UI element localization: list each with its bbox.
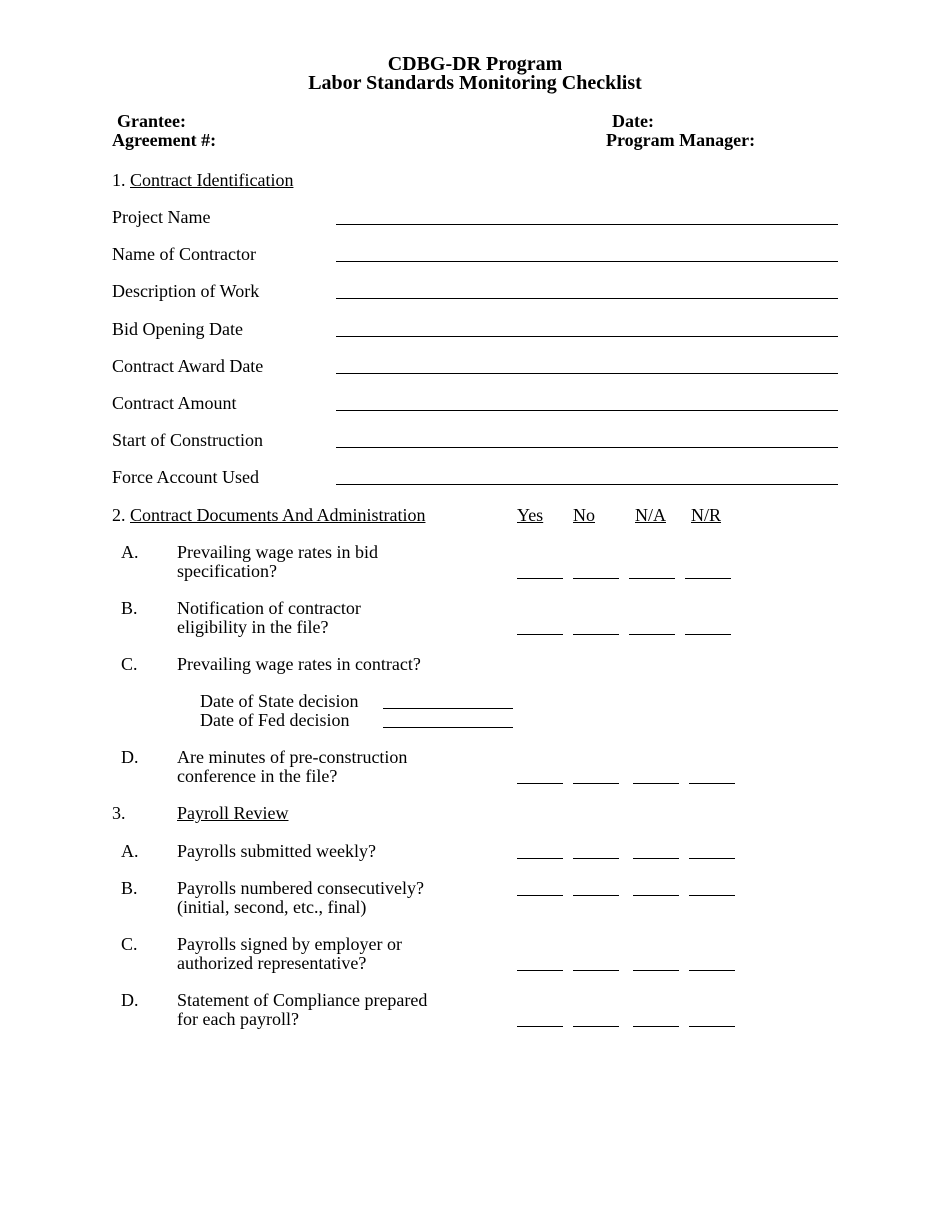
page-title: CDBG-DR Program: [387, 53, 563, 75]
agreement-label: Agreement #:: [112, 130, 217, 150]
item-question-cont: (initial, second, etc., final): [177, 897, 367, 917]
field-line-contract-amount[interactable]: [336, 410, 838, 411]
section3-title: Payroll Review: [177, 803, 289, 823]
item-question: Payrolls signed by employer or: [177, 934, 402, 954]
answer-blank-nr[interactable]: [685, 634, 731, 635]
item-letter: D.: [121, 747, 139, 767]
field-line-award-date[interactable]: [336, 373, 838, 374]
item-question: Are minutes of pre-construction: [177, 747, 408, 767]
answer-blank-yes[interactable]: [517, 578, 563, 579]
answer-blank-nr[interactable]: [689, 895, 735, 896]
item-letter: B.: [121, 598, 138, 618]
answer-blank-na[interactable]: [633, 783, 679, 784]
answer-blank-no[interactable]: [573, 578, 619, 579]
section1-title: Contract Identification: [130, 170, 294, 190]
program-manager-label: Program Manager:: [606, 130, 756, 150]
item-question: Statement of Compliance prepared: [177, 990, 428, 1010]
answer-blank-na[interactable]: [633, 895, 679, 896]
section3-number: 3.: [112, 803, 126, 823]
field-line-bid-opening[interactable]: [336, 336, 838, 337]
fed-decision-line[interactable]: [383, 727, 513, 728]
field-label-start-construction: Start of Construction: [112, 430, 263, 450]
field-line-contractor[interactable]: [336, 261, 838, 262]
state-decision-line[interactable]: [383, 708, 513, 709]
item-letter: A.: [121, 841, 139, 861]
answer-blank-nr[interactable]: [689, 1026, 735, 1027]
field-line-force-account[interactable]: [336, 484, 838, 485]
grantee-label: Grantee:: [117, 111, 186, 131]
section1-number: 1.: [112, 170, 126, 190]
item-letter: B.: [121, 878, 138, 898]
answer-blank-nr[interactable]: [689, 858, 735, 859]
field-line-project-name[interactable]: [336, 224, 838, 225]
answer-blank-na[interactable]: [633, 970, 679, 971]
item-question: Payrolls numbered consecutively?: [177, 878, 424, 898]
item-question-cont: authorized representative?: [177, 953, 367, 973]
answer-blank-na[interactable]: [629, 578, 675, 579]
answer-blank-no[interactable]: [573, 858, 619, 859]
section1-heading: [112, 171, 293, 190]
answer-blank-na[interactable]: [633, 858, 679, 859]
item-letter: A.: [121, 542, 139, 562]
item-question: Prevailing wage rates in bid: [177, 542, 378, 562]
item-question-cont: conference in the file?: [177, 766, 338, 786]
answer-blank-no[interactable]: [573, 1026, 619, 1027]
item-question-cont: for each payroll?: [177, 1009, 299, 1029]
item-question: Payrolls submitted weekly?: [177, 841, 376, 861]
item-letter: D.: [121, 990, 139, 1010]
item-question: Notification of contractor: [177, 598, 361, 618]
item-question-cont: specification?: [177, 561, 277, 581]
item-letter: C.: [121, 654, 138, 674]
section2-number: 2.: [112, 505, 126, 525]
answer-blank-nr[interactable]: [689, 783, 735, 784]
answer-blank-nr[interactable]: [689, 970, 735, 971]
field-label-description: Description of Work: [112, 281, 260, 301]
field-label-force-account: Force Account Used: [112, 467, 259, 487]
state-decision-label: Date of State decision: [200, 691, 359, 711]
field-label-project-name: Project Name: [112, 207, 211, 227]
item-letter: C.: [121, 934, 138, 954]
field-label-bid-opening: Bid Opening Date: [112, 319, 243, 339]
field-label-contract-amount: Contract Amount: [112, 393, 237, 413]
column-header-yes: Yes: [517, 505, 544, 525]
answer-blank-yes[interactable]: [517, 783, 563, 784]
column-header-nr: N/R: [691, 505, 722, 525]
page-subtitle: Labor Standards Monitoring Checklist: [308, 72, 642, 94]
answer-blank-no[interactable]: [573, 895, 619, 896]
field-line-start-construction[interactable]: [336, 447, 838, 448]
field-label-award-date: Contract Award Date: [112, 356, 264, 376]
item-question: Prevailing wage rates in contract?: [177, 654, 421, 674]
fed-decision-label: Date of Fed decision: [200, 710, 350, 730]
answer-blank-na[interactable]: [629, 634, 675, 635]
item-question-cont: eligibility in the file?: [177, 617, 329, 637]
answer-blank-na[interactable]: [633, 1026, 679, 1027]
answer-blank-yes[interactable]: [517, 1026, 563, 1027]
section2-heading: [112, 506, 425, 525]
answer-blank-nr[interactable]: [685, 578, 731, 579]
field-label-contractor: Name of Contractor: [112, 244, 256, 264]
column-header-na: N/A: [635, 505, 666, 525]
section2-title: Contract Documents And Administration: [130, 505, 426, 525]
answer-blank-yes[interactable]: [517, 858, 563, 859]
answer-blank-no[interactable]: [573, 634, 619, 635]
answer-blank-yes[interactable]: [517, 634, 563, 635]
answer-blank-yes[interactable]: [517, 895, 563, 896]
date-label: Date:: [612, 111, 654, 131]
answer-blank-no[interactable]: [573, 783, 619, 784]
field-line-description[interactable]: [336, 298, 838, 299]
answer-blank-yes[interactable]: [517, 970, 563, 971]
column-header-no: No: [573, 505, 595, 525]
answer-blank-no[interactable]: [573, 970, 619, 971]
